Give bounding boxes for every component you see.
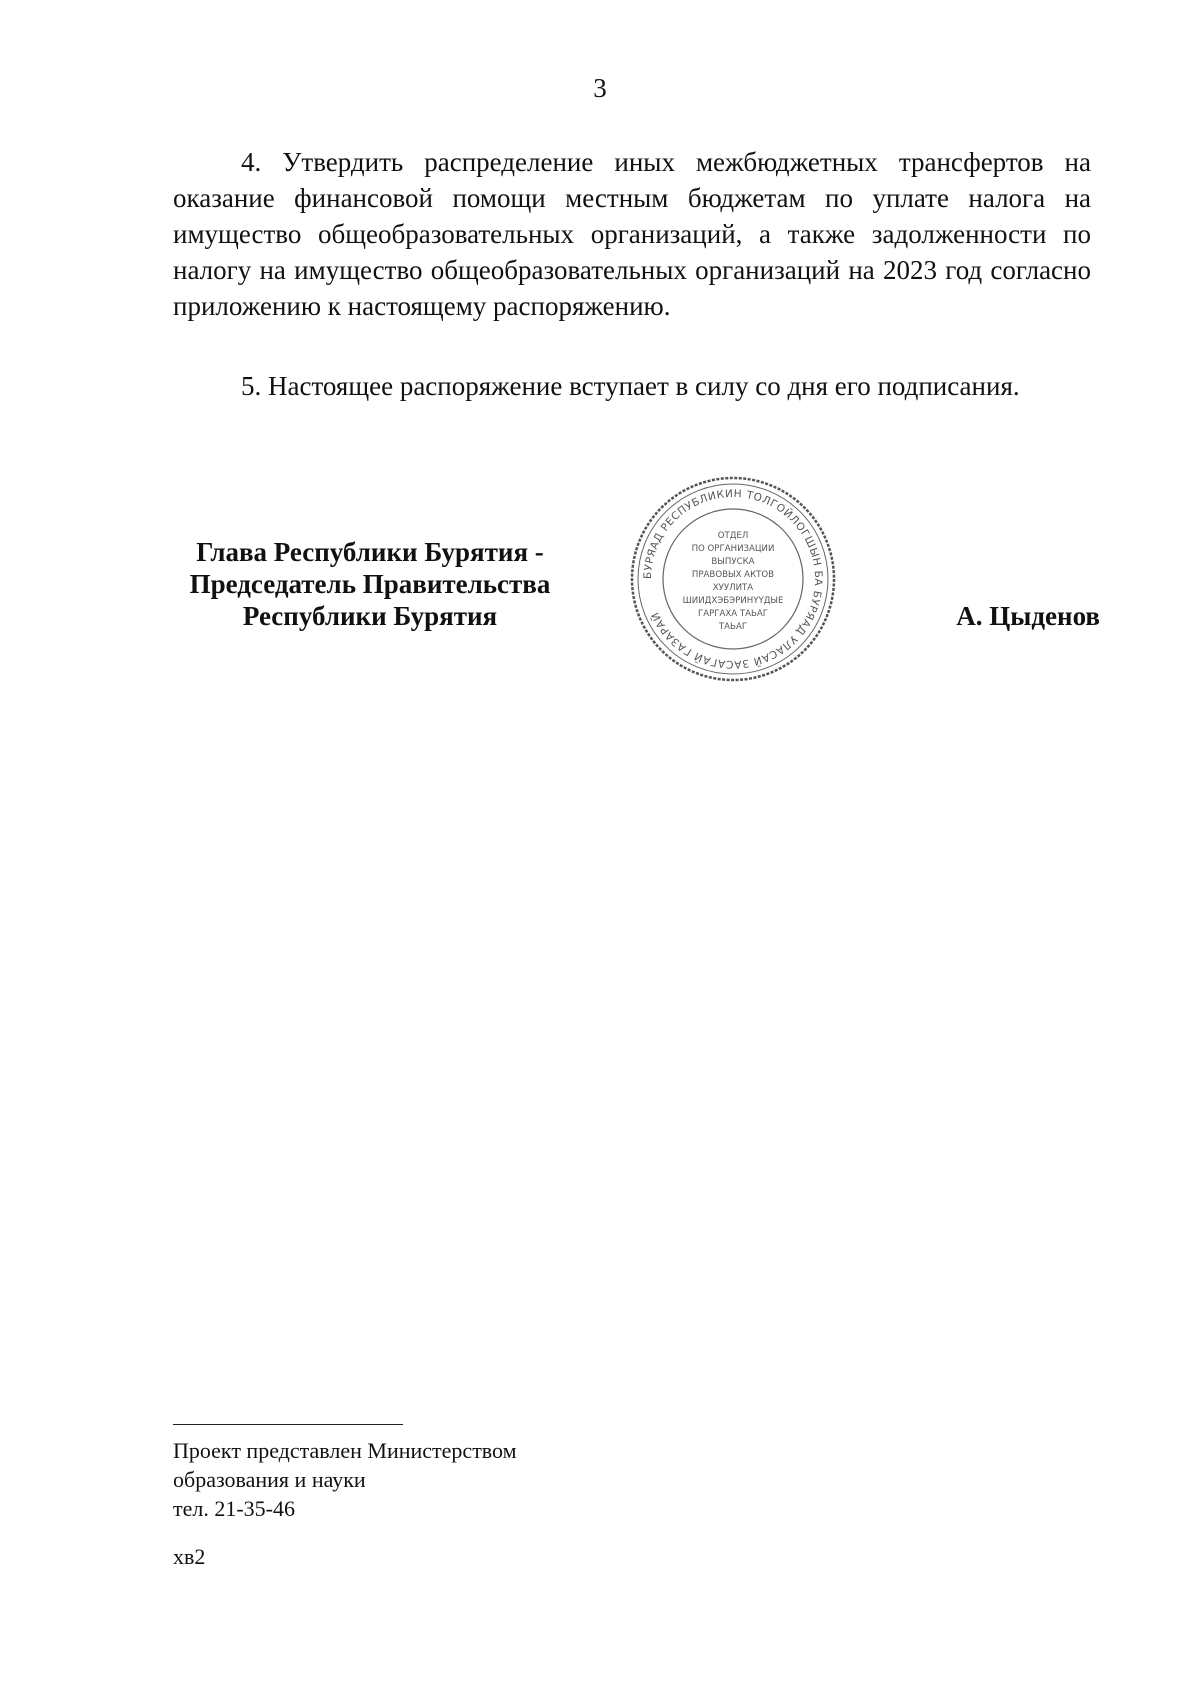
footnote-divider	[173, 1424, 403, 1425]
signatory-title-line: Председатель Правительства	[189, 569, 551, 599]
seal-center-line: ШИИДХЭБЭРИНҮҮДЫЕ	[682, 596, 784, 606]
footnote-line: тел. 21-35-46	[173, 1496, 296, 1521]
signatory-title-line: Глава Республики Бурятия -	[196, 537, 544, 567]
seal-center-line: ГАРГАХА ТАЬАГ	[697, 609, 769, 619]
footnote-line: образования и науки	[173, 1467, 366, 1492]
footnote-line: Проект представлен Министерством	[173, 1438, 517, 1463]
seal-center-line: ПО ОРГАНИЗАЦИИ	[691, 544, 775, 554]
paragraph-5: 5. Настоящее распоряжение вступает в силу со дня его подписания.	[241, 371, 1020, 401]
signatory-name: А. Цыденов	[956, 601, 1100, 631]
footnote	[173, 1436, 673, 1523]
signatory-title	[160, 536, 580, 632]
official-seal-stamp	[628, 474, 838, 684]
document-code: хв2	[173, 1544, 206, 1569]
paragraph-4: 4. Утвердить распределение иных межбюджетных трансфертов на оказание финансовой помощи местным бюджетам по уплате налога на имущество общеобразовательных организаций, а также задолженности по налогу на имущество общеобразовательных организаций на 2023 год согласно приложению к настоящему распоряжению.	[173, 147, 1091, 321]
signatory-title-line: Республики Бурятия	[242, 601, 498, 631]
seal-center-line: ХУУЛИТА	[712, 583, 754, 593]
seal-center-line: ПРАВОВЫХ АКТОВ	[691, 570, 775, 580]
seal-center-line: ОТДЕЛ	[717, 531, 749, 541]
page-number: 3	[593, 73, 607, 103]
seal-graphic	[628, 474, 838, 684]
seal-center-line: ВЫПУСКА	[711, 557, 755, 567]
seal-center-line: ТАЬАГ	[718, 622, 748, 632]
seal-ring-text: БУРЯАД РЕСПУБЛИКИН ТОЛГОЙЛОГШЫН БА БУРЯАД УЛАСАЙ ЗАСАГАЙ ГАЗАРАЙ	[641, 487, 825, 671]
